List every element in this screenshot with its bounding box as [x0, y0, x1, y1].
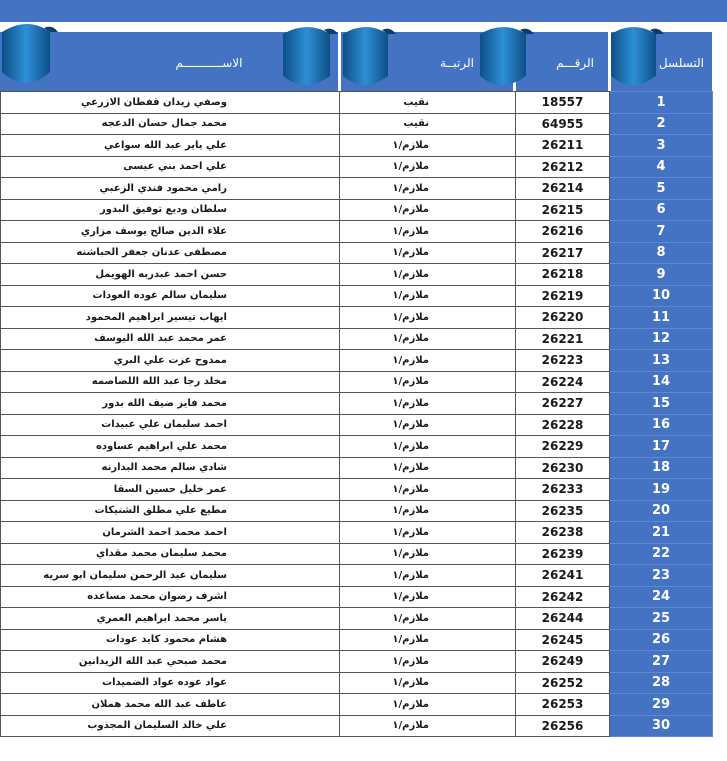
header-seq-label: التسلسل — [658, 56, 704, 70]
rank-cell: ملازم/١ — [340, 543, 516, 565]
number-cell: 26253 — [516, 694, 610, 716]
number-cell: 26235 — [516, 500, 610, 522]
table-row — [1, 307, 727, 329]
number-cell: 26218 — [516, 264, 610, 286]
header-rank-label: الرتبــة — [439, 56, 475, 70]
row-margin — [713, 371, 727, 393]
seq-cell: 2 — [610, 113, 713, 135]
row-margin — [713, 264, 727, 286]
table-row — [1, 479, 727, 501]
seq-cell: 10 — [610, 285, 713, 307]
seq-cell: 1 — [610, 92, 713, 114]
rank-cell: ملازم/١ — [340, 135, 516, 157]
name-cell: اشرف رضوان محمد مساعده — [1, 586, 340, 608]
name-cell: هشام محمود كايد عودات — [1, 629, 340, 651]
rank-cell: ملازم/١ — [340, 715, 516, 737]
name-cell: عمر خليل حسين السقا — [1, 479, 340, 501]
number-cell: 26228 — [516, 414, 610, 436]
rank-cell: نقيب — [340, 92, 516, 114]
rank-cell: نقيب — [340, 113, 516, 135]
rank-cell: ملازم/١ — [340, 672, 516, 694]
number-cell: 26216 — [516, 221, 610, 243]
ribbon-icon — [480, 27, 534, 85]
row-margin — [713, 586, 727, 608]
number-cell: 26212 — [516, 156, 610, 178]
number-cell: 26227 — [516, 393, 610, 415]
number-cell: 26249 — [516, 651, 610, 673]
table-row — [1, 608, 727, 630]
table-row — [1, 715, 727, 737]
name-cell: سليمان عبد الرحمن سليمان ابو سريه — [1, 565, 340, 587]
row-margin — [713, 500, 727, 522]
header-name-label: الاســـــــــــم — [175, 56, 243, 70]
number-cell: 26211 — [516, 135, 610, 157]
table-row — [1, 221, 727, 243]
row-margin — [713, 715, 727, 737]
number-cell: 26214 — [516, 178, 610, 200]
table-row — [1, 156, 727, 178]
name-cell: مصطفى عدنان جعفر الحباشنه — [1, 242, 340, 264]
seq-cell: 16 — [610, 414, 713, 436]
rank-cell: ملازم/١ — [340, 328, 516, 350]
row-margin — [713, 629, 727, 651]
table-row — [1, 135, 727, 157]
name-cell: محمد جمال حسان الدعجه — [1, 113, 340, 135]
seq-cell: 13 — [610, 350, 713, 372]
number-cell: 26241 — [516, 565, 610, 587]
seq-cell: 14 — [610, 371, 713, 393]
number-cell: 64955 — [516, 113, 610, 135]
rank-cell: ملازم/١ — [340, 629, 516, 651]
row-margin — [713, 565, 727, 587]
table-row — [1, 436, 727, 458]
row-margin — [713, 694, 727, 716]
table-row — [1, 371, 727, 393]
rank-cell: ملازم/١ — [340, 307, 516, 329]
table-row — [1, 694, 727, 716]
name-cell: ياسر محمد ابراهيم العمري — [1, 608, 340, 630]
name-cell: محمد سليمان محمد مقداي — [1, 543, 340, 565]
name-cell: ايهاب تيسير ابراهيم المحمود — [1, 307, 340, 329]
row-margin — [713, 135, 727, 157]
name-cell: محمد علي ابراهيم عساوده — [1, 436, 340, 458]
row-margin — [713, 651, 727, 673]
seq-cell: 19 — [610, 479, 713, 501]
seq-cell: 12 — [610, 328, 713, 350]
row-margin — [713, 178, 727, 200]
name-cell: مخلد رجا عبد الله اللصاصمه — [1, 371, 340, 393]
seq-cell: 5 — [610, 178, 713, 200]
table-row — [1, 113, 727, 135]
row-margin — [713, 436, 727, 458]
table-row — [1, 242, 727, 264]
table-row — [1, 543, 727, 565]
number-cell: 26242 — [516, 586, 610, 608]
rank-cell: ملازم/١ — [340, 178, 516, 200]
row-margin — [713, 393, 727, 415]
table-row — [1, 586, 727, 608]
row-margin — [713, 307, 727, 329]
rank-cell: ملازم/١ — [340, 221, 516, 243]
name-cell: ممدوح عزت علي البري — [1, 350, 340, 372]
seq-cell: 26 — [610, 629, 713, 651]
name-cell: شادي سالم محمد البدارنه — [1, 457, 340, 479]
table-row — [1, 565, 727, 587]
row-margin — [713, 199, 727, 221]
rank-cell: ملازم/١ — [340, 371, 516, 393]
name-cell: سليمان سالم عوده العودات — [1, 285, 340, 307]
ribbon-icon — [611, 27, 664, 85]
rank-cell: ملازم/١ — [340, 608, 516, 630]
table-row — [1, 92, 727, 114]
number-cell: 26252 — [516, 672, 610, 694]
name-cell: علي خالد السليمان المجذوب — [1, 715, 340, 737]
name-cell: علي ياير عبد الله سواعي — [1, 135, 340, 157]
name-cell: عمر محمد عبد الله اليوسف — [1, 328, 340, 350]
number-cell: 26238 — [516, 522, 610, 544]
name-cell: حسن احمد عبدربه الهويمل — [1, 264, 340, 286]
name-cell: مطيع علي مطلق الشنيكات — [1, 500, 340, 522]
name-cell: وصفي زيدان قفطان الازرعي — [1, 92, 340, 114]
seq-cell: 15 — [610, 393, 713, 415]
rank-cell: ملازم/١ — [340, 393, 516, 415]
name-cell: محمد فايز ضيف الله بدور — [1, 393, 340, 415]
header-number-label: الرقـــم — [556, 56, 594, 70]
table-row — [1, 285, 727, 307]
table-row — [1, 264, 727, 286]
seq-cell: 18 — [610, 457, 713, 479]
table-header — [0, 22, 727, 91]
header-ribbon-decorations — [0, 22, 727, 91]
number-cell: 26244 — [516, 608, 610, 630]
table-row — [1, 651, 727, 673]
seq-cell: 7 — [610, 221, 713, 243]
rank-cell: ملازم/١ — [340, 479, 516, 501]
seq-cell: 29 — [610, 694, 713, 716]
seq-cell: 17 — [610, 436, 713, 458]
rank-cell: ملازم/١ — [340, 350, 516, 372]
number-cell: 26245 — [516, 629, 610, 651]
number-cell: 18557 — [516, 92, 610, 114]
number-cell: 26230 — [516, 457, 610, 479]
name-cell: احمد سليمان علي عبيدات — [1, 414, 340, 436]
roster-body — [1, 92, 727, 737]
table-row — [1, 522, 727, 544]
seq-cell: 30 — [610, 715, 713, 737]
name-cell: احمد محمد احمد الشرمان — [1, 522, 340, 544]
table-row — [1, 457, 727, 479]
row-margin — [713, 608, 727, 630]
row-margin — [713, 285, 727, 307]
table-row — [1, 350, 727, 372]
table-row — [1, 672, 727, 694]
seq-cell: 9 — [610, 264, 713, 286]
rank-cell: ملازم/١ — [340, 457, 516, 479]
ribbon-icon — [283, 27, 338, 85]
seq-cell: 8 — [610, 242, 713, 264]
rank-cell: ملازم/١ — [340, 500, 516, 522]
number-cell: 26224 — [516, 371, 610, 393]
row-margin — [713, 672, 727, 694]
rank-cell: ملازم/١ — [340, 522, 516, 544]
seq-cell: 20 — [610, 500, 713, 522]
name-cell: رامي محمود فندي الزعبي — [1, 178, 340, 200]
rank-cell: ملازم/١ — [340, 565, 516, 587]
rank-cell: ملازم/١ — [340, 651, 516, 673]
seq-cell: 27 — [610, 651, 713, 673]
name-cell: محمد صبحي عبد الله الزيدانين — [1, 651, 340, 673]
number-cell: 26239 — [516, 543, 610, 565]
row-margin — [713, 522, 727, 544]
seq-cell: 3 — [610, 135, 713, 157]
row-margin — [713, 156, 727, 178]
row-margin — [713, 457, 727, 479]
rank-cell: ملازم/١ — [340, 436, 516, 458]
number-cell: 26219 — [516, 285, 610, 307]
name-cell: سلطان وديع توفيق البدور — [1, 199, 340, 221]
seq-cell: 4 — [610, 156, 713, 178]
number-cell: 26223 — [516, 350, 610, 372]
number-cell: 26221 — [516, 328, 610, 350]
seq-cell: 21 — [610, 522, 713, 544]
number-cell: 26233 — [516, 479, 610, 501]
table-row — [1, 414, 727, 436]
name-cell: علاء الدين صالح يوسف مزاري — [1, 221, 340, 243]
number-cell: 26229 — [516, 436, 610, 458]
row-margin — [713, 221, 727, 243]
ribbon-icon — [343, 27, 396, 85]
roster-table — [0, 91, 727, 737]
seq-cell: 28 — [610, 672, 713, 694]
seq-cell: 6 — [610, 199, 713, 221]
table-row — [1, 629, 727, 651]
top-title-band — [0, 0, 727, 22]
name-cell: علي احمد بني عيسى — [1, 156, 340, 178]
seq-cell: 23 — [610, 565, 713, 587]
seq-cell: 25 — [610, 608, 713, 630]
row-margin — [713, 92, 727, 114]
row-margin — [713, 328, 727, 350]
rank-cell: ملازم/١ — [340, 242, 516, 264]
name-cell: عواد عوده عواد الضميدات — [1, 672, 340, 694]
row-margin — [713, 479, 727, 501]
row-margin — [713, 242, 727, 264]
rank-cell: ملازم/١ — [340, 586, 516, 608]
seq-cell: 11 — [610, 307, 713, 329]
number-cell: 26256 — [516, 715, 610, 737]
ribbon-icon — [2, 24, 58, 83]
row-margin — [713, 543, 727, 565]
seq-cell: 24 — [610, 586, 713, 608]
rank-cell: ملازم/١ — [340, 264, 516, 286]
table-row — [1, 199, 727, 221]
rank-cell: ملازم/١ — [340, 285, 516, 307]
rank-cell: ملازم/١ — [340, 414, 516, 436]
number-cell: 26215 — [516, 199, 610, 221]
rank-cell: ملازم/١ — [340, 156, 516, 178]
rank-cell: ملازم/١ — [340, 694, 516, 716]
rank-cell: ملازم/١ — [340, 199, 516, 221]
number-cell: 26220 — [516, 307, 610, 329]
seq-cell: 22 — [610, 543, 713, 565]
row-margin — [713, 414, 727, 436]
name-cell: عاطف عبد الله محمد هملان — [1, 694, 340, 716]
table-row — [1, 500, 727, 522]
table-row — [1, 178, 727, 200]
number-cell: 26217 — [516, 242, 610, 264]
table-row — [1, 328, 727, 350]
row-margin — [713, 350, 727, 372]
table-row — [1, 393, 727, 415]
row-margin — [713, 113, 727, 135]
